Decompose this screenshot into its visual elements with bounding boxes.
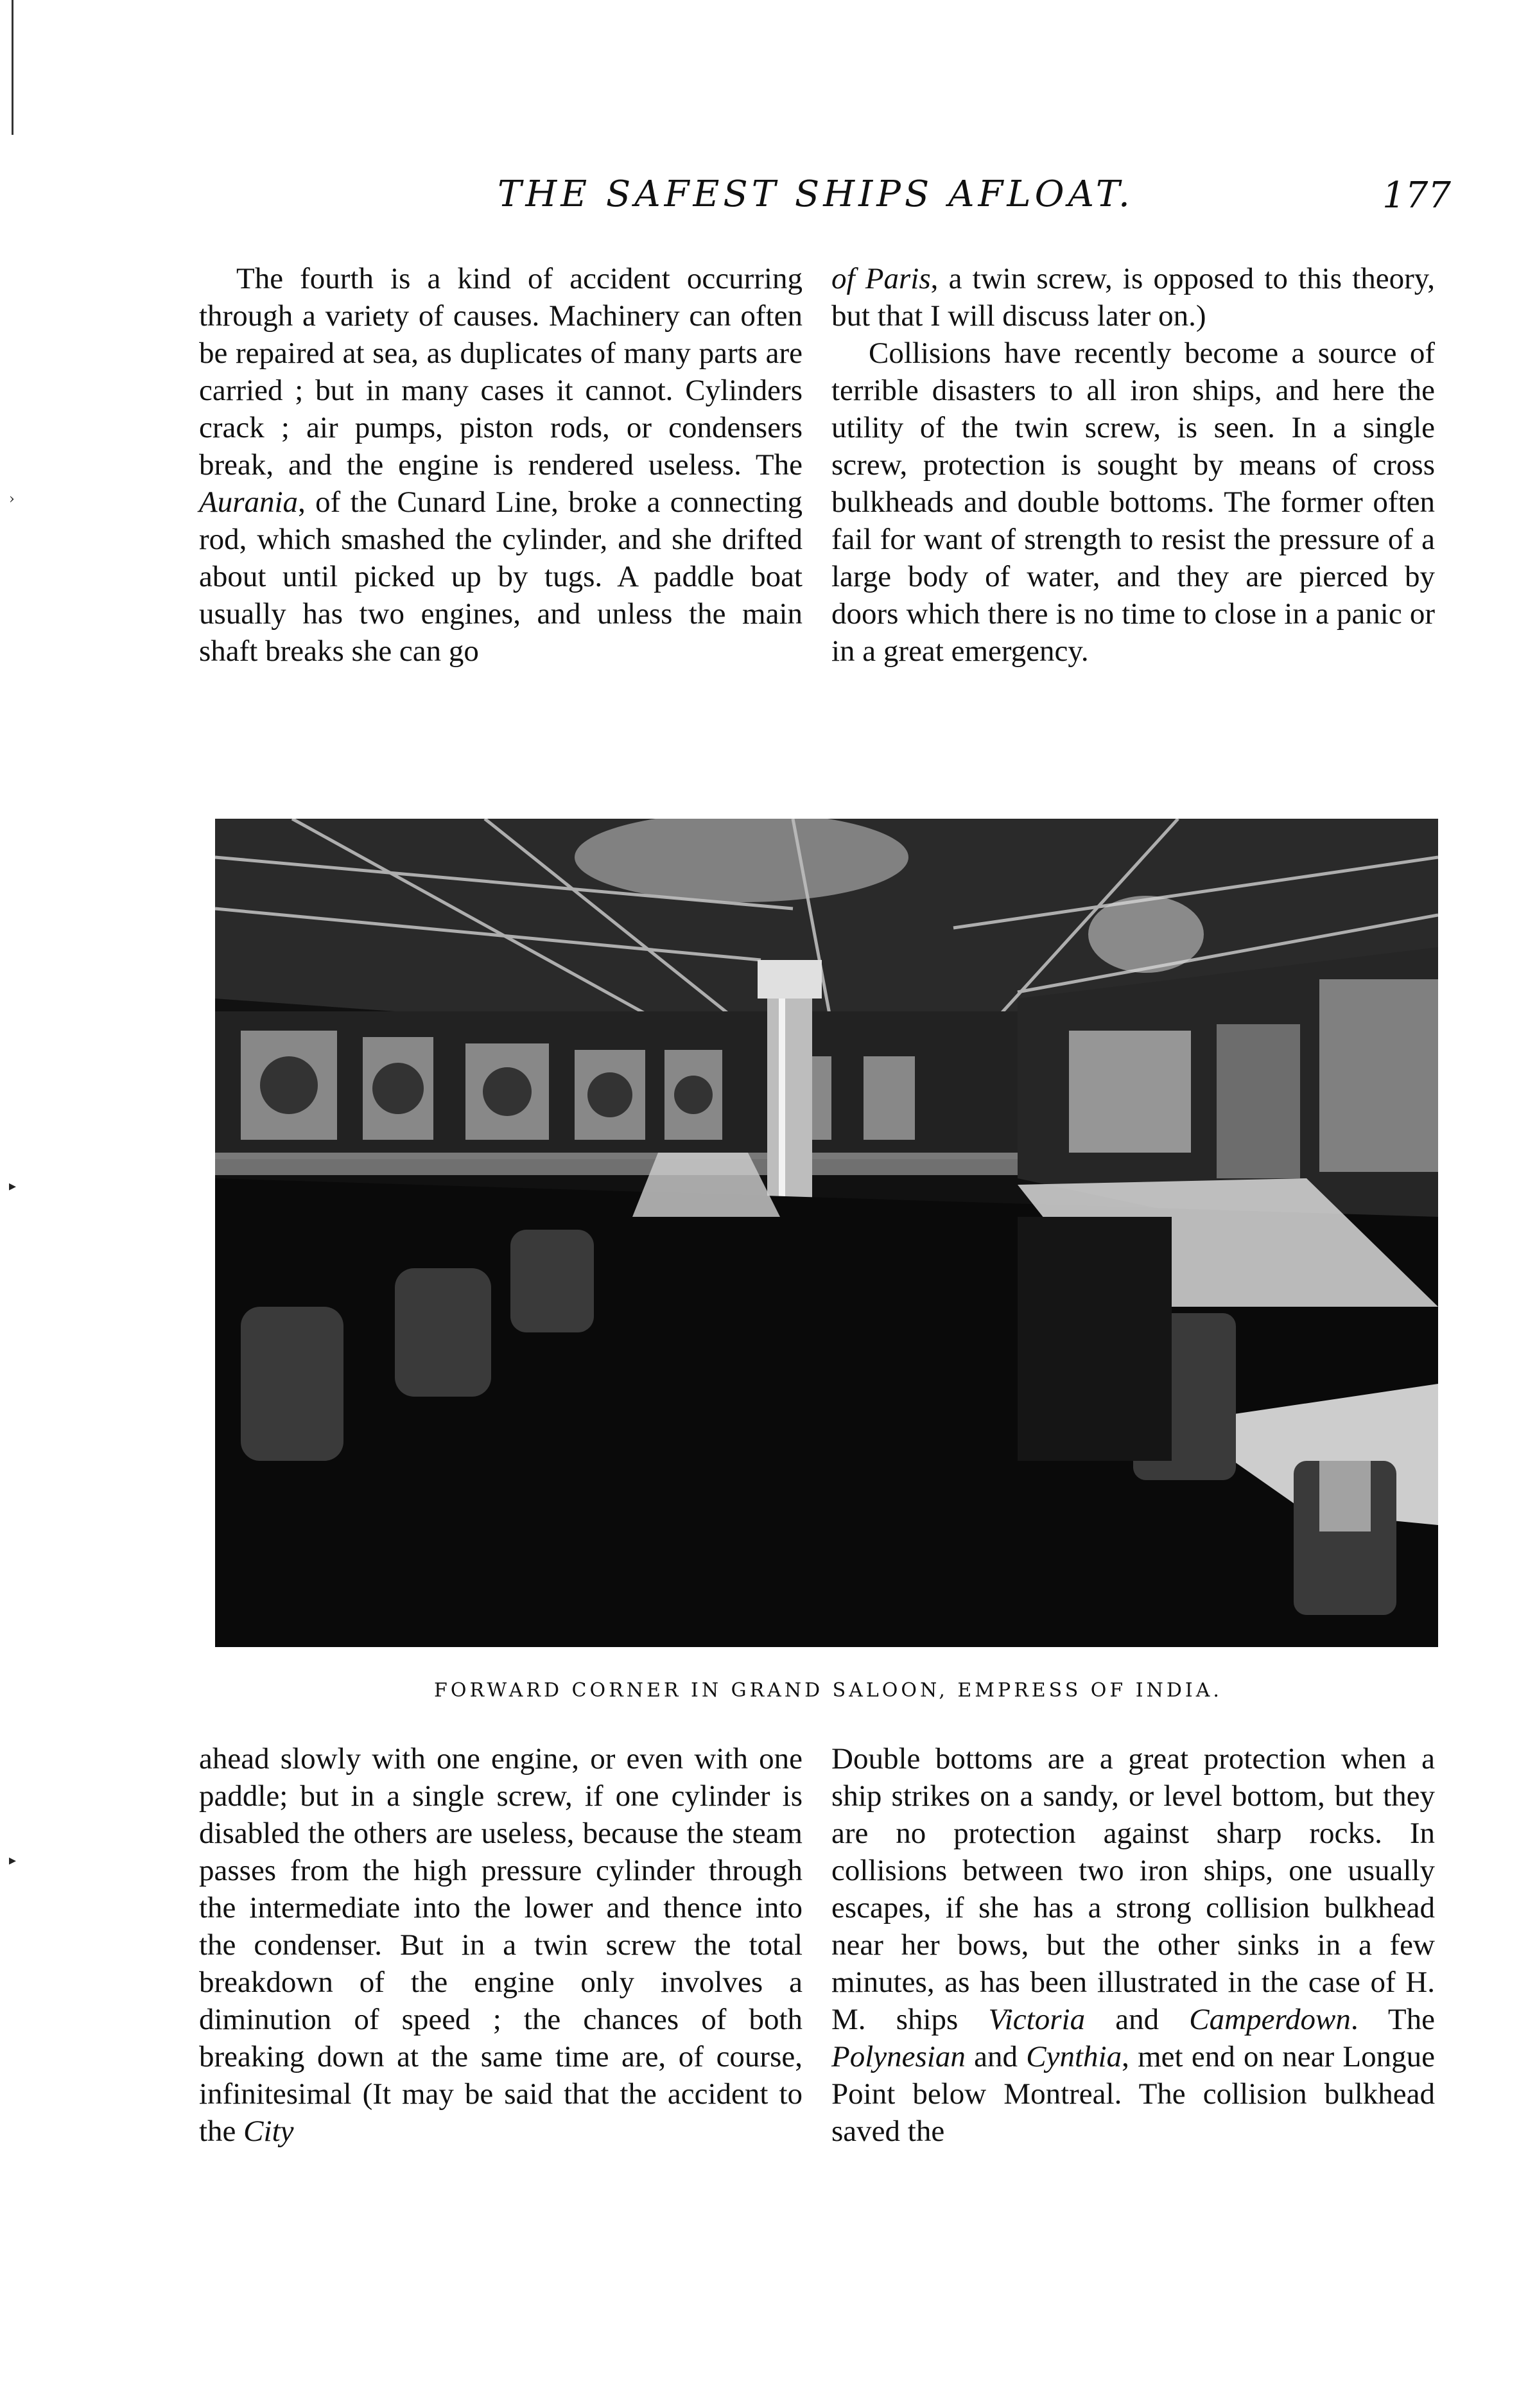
- column-top-left: [199, 260, 803, 670]
- page-number: 177: [1382, 175, 1451, 216]
- margin-mark: ›: [9, 491, 15, 507]
- scan-edge-line: [12, 0, 13, 135]
- margin-mark: ▸: [9, 1178, 17, 1194]
- ship-name: Cynthia: [1026, 2040, 1122, 2073]
- column-top-right: [831, 260, 1435, 670]
- saloon-photograph: [215, 819, 1438, 1647]
- paragraph: of Paris, a twin screw, is opposed to this theory, but that I will discuss later on.): [831, 262, 1435, 333]
- photo-illustration: [215, 819, 1438, 1647]
- paragraph: Collisions have recently become a source of terrible disasters to all iron ships, and here the utility of the twin screw, is seen. In a single screw, protection is sought by means of cross bulkheads and double bottoms. The former often fail for want of strength to resist the pressure of a large body of water, and they are pierced by doors which there is no time to close in a panic or in a great emergency.: [831, 336, 1435, 668]
- ship-name: Victoria: [988, 2003, 1086, 2036]
- running-title: THE SAFEST SHIPS AFLOAT.: [498, 173, 1134, 215]
- paragraph: The fourth is a kind of accident occurring through a variety of causes. Machinery can often be repaired at sea, as duplicates of many parts are carried ; but in many cases it cannot. Cylinders crack ; air pumps, piston rods, or condensers break, and the engine is rendered useless. The Aurania, of the Cunard Line, broke a connecting rod, which smashed the cylinder, and she drifted about until picked up by tugs. A paddle boat usually has two engines, and unless the main shaft breaks she can go: [199, 262, 803, 668]
- paragraph: Double bottoms are a great protection when a ship strikes on a sandy, or level bottom, but they are no protection against sharp rocks. In collisions between two iron ships, one usually escapes, if she has a strong collision bulkhead near her bows, but the other sinks in a few minutes, as has been illustrated in the case of H. M. ships Victoria and Camperdown. The Polynesian and Cynthia, met end on near Longue Point below Montreal. The collision bulkhead saved the: [831, 1742, 1435, 2148]
- ship-name: of Paris: [831, 262, 931, 295]
- ship-name: Polynesian: [831, 2040, 966, 2073]
- ship-name: City: [243, 2115, 294, 2148]
- running-header: [193, 173, 1464, 231]
- ship-name: Aurania: [199, 485, 299, 519]
- column-bottom-right: [831, 1740, 1435, 2150]
- margin-mark: ▸: [9, 1853, 17, 1869]
- paragraph: ahead slowly with one engine, or even with one paddle; but in a single screw, if one cylinder is disabled the others are useless, because the steam passes from the high pressure cylinder through the intermediate into the lower and thence into the condenser. But in a twin screw the total breakdown of the engine only involves a diminution of speed ; the chances of both breaking down at the same time are, of course, infinitesimal (It may be said that the accident to the City: [199, 1742, 803, 2148]
- ship-name: Camperdown: [1189, 2003, 1351, 2036]
- column-bottom-left: [199, 1740, 803, 2150]
- figure-caption: FORWARD CORNER IN GRAND SALOON, EMPRESS OF INDIA.: [434, 1679, 1222, 1702]
